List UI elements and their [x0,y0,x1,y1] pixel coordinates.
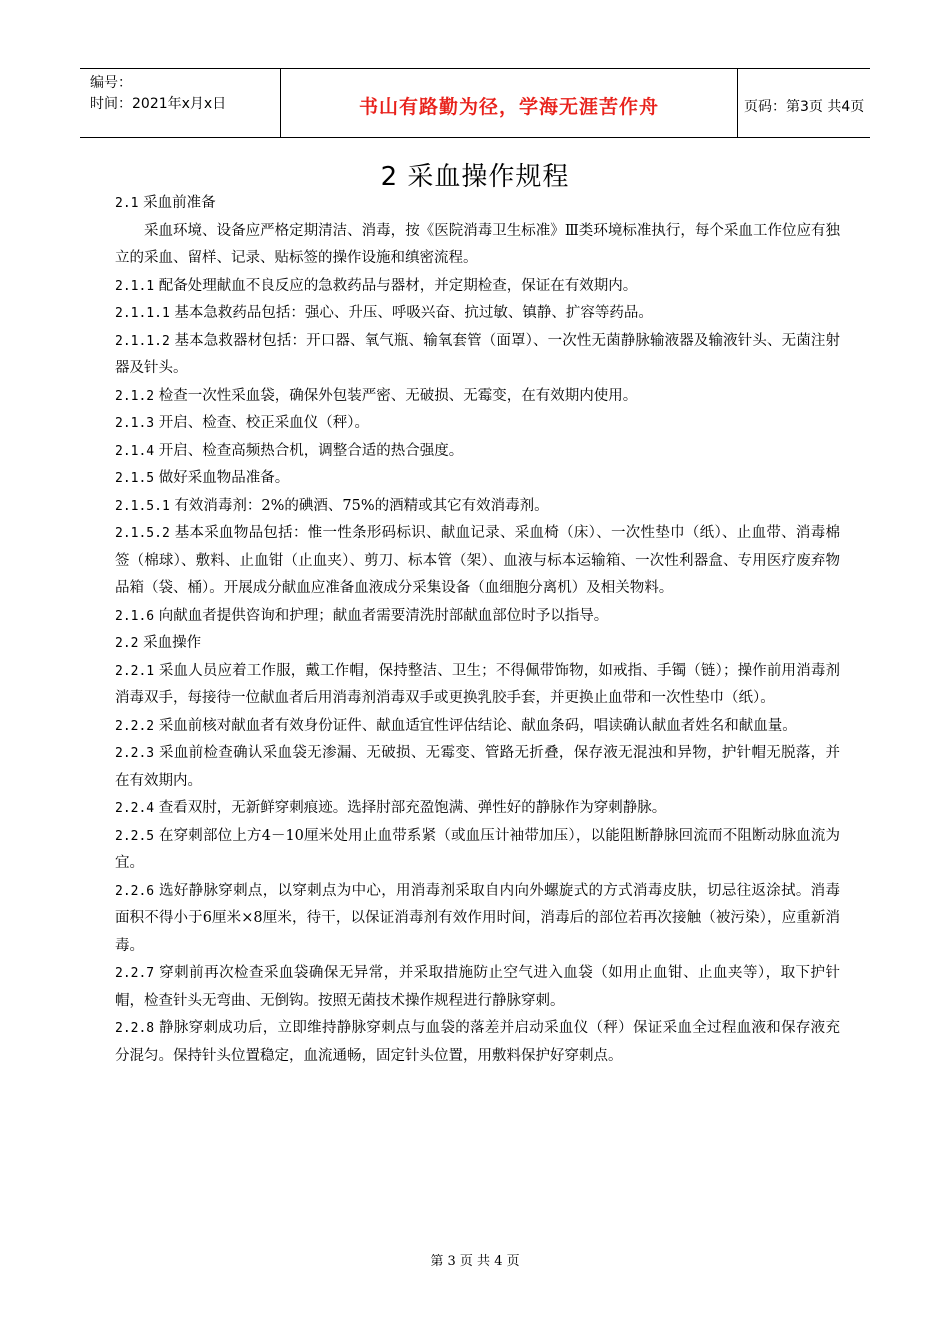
paragraph-number: 2.2.5 [115,828,155,844]
paragraph-text: 穿刺前再次检查采血袋确保无异常，并采取措施防止空气进入血袋（如用止血钳、止血夹等），取下护针帽，检查针头无弯曲、无倒钩。按照无菌技术操作规程进行静脉穿刺。 [115,965,840,1009]
paragraph-number: 2.2.6 [115,883,155,899]
paragraph-number: 2.2.7 [115,966,155,981]
paragraph-text: 采血前准备 [138,195,216,211]
paragraph [115,740,840,795]
paragraph-number: 2.1 [115,196,139,211]
paragraph-number: 2.1.1.1 [115,306,170,321]
paragraph [115,383,840,411]
paragraph-text: 有效消毒剂：2%的碘酒、75%的酒精或其它有效消毒剂。 [169,497,549,514]
paragraph [115,273,840,301]
header-motto-cell [280,69,738,137]
paragraph-number: 2.1.5.2 [115,526,170,541]
paragraph-text: 静脉穿刺成功后，立即维持静脉穿刺点与血袋的落差并启动采血仪（秤）保证采血全过程血液和保存液充分混匀。保持针头位置稳定，血流通畅，固定针头位置，用敷料保护好穿刺点。 [115,1020,840,1064]
paragraph-number: 2.1.4 [115,443,155,459]
paragraph [115,410,840,438]
paragraph-text: 基本采血物品包括：惟一性条形码标识、献血记录、采血椅（床）、一次性垫巾（纸）、止血带、消毒棉签（棉球）、敷料、止血钳（止血夹）、剪刀、标本管（架）、血液与标本运输箱、一次性利器盒、专用医疗废弃物品箱（袋、桶）。开展成分献血应准备血液成分采集设备（血细胞分离机）及相关物料。 [115,525,840,596]
page-header [80,68,870,138]
paragraph-number: 2.1.5.1 [115,498,170,514]
paragraph-text: 基本急救药品包括：强心、升压、呼吸兴奋、抗过敏、镇静、扩容等药品。 [169,305,653,321]
header-meta-cell [80,69,280,137]
paragraph [115,190,840,218]
paragraph-text: 采血环境、设备应严格定期清洁、消毒，按《医院消毒卫生标准》Ⅲ类环境标准执行，每个采血工作位应有独立的采血、留样、记录、贴标签的操作设施和缜密流程。 [115,222,840,266]
paragraph-number: 2.2.3 [115,746,155,761]
paragraph [115,300,840,328]
paragraph [115,1015,840,1070]
paragraph-text: 采血前核对献血者有效身份证件、献血适宜性评估结论、献血条码，唱读确认献血者姓名和献血量。 [154,717,797,734]
paragraph [115,630,840,658]
header-page-cell [736,69,870,137]
paragraph-text: 向献血者提供咨询和护理；献血者需要清洗肘部献血部位时予以指导。 [154,607,609,624]
paragraph [115,795,840,823]
paragraph-text: 开启、检查、校正采血仪（秤）。 [154,415,369,431]
document-number-label: 编号： [90,75,132,91]
paragraph [115,328,840,383]
paragraph-text: 开启、检查高频热合机，调整合适的热合强度。 [154,442,464,459]
paragraph [115,520,840,603]
page-title: 2 采血操作规程 [380,162,570,192]
paragraph-text: 做好采血物品准备。 [154,470,290,486]
paragraph-text: 采血人员应着工作服，戴工作帽，保持整洁、卫生；不得佩带饰物，如戒指、手镯（链）；操作前用消毒剂消毒双手，每接待一位献血者后用消毒剂消毒双手或更换乳胶手套，并更换止血带和一次性垫巾（纸）。 [115,662,840,706]
paragraph-text: 配备处理献血不良反应的急救药品与器材，并定期检查，保证在有效期内。 [154,277,638,294]
paragraph [115,823,840,878]
paragraph-text: 采血前检查确认采血袋无渗漏、无破损、无霉变、管路无折叠，保存液无混浊和异物，护针帽无脱落，并在有效期内。 [115,745,840,789]
paragraph-number: 2.1.6 [115,608,155,624]
paragraph [115,960,840,1015]
paragraph-number: 2.2.8 [115,1021,155,1036]
paragraph-text: 基本急救器材包括：开口器、氧气瓶、输氧套管（面罩）、一次性无菌静脉输液器及输液针头、无菌注射器及针头。 [115,332,840,376]
paragraph-number: 2.2.2 [115,718,155,734]
paragraph-text: 查看双肘，无新鲜穿刺痕迹。选择肘部充盈饱满、弹性好的静脉作为穿刺静脉。 [154,800,667,816]
paragraph-number: 2.1.3 [115,416,155,431]
paragraph-text: 采血操作 [138,635,202,651]
paragraph-number: 2.1.5 [115,471,155,486]
paragraph-text: 在穿刺部位上方4－10厘米处用止血带系紧（或血压计袖带加压），以能阻断静脉回流而不阻断动脉血流为宜。 [115,827,840,871]
paragraph-number: 2.1.2 [115,388,155,404]
paragraph-number: 2.2 [115,636,139,651]
header-motto: 书山有路勤为径，学海无涯苦作舟 [358,96,659,118]
paragraph [115,658,840,713]
paragraph [115,878,840,961]
paragraph [115,603,840,631]
paragraph-text: 选好静脉穿刺点，以穿刺点为中心，用消毒剂采取自内向外螺旋式的方式消毒皮肤，切忌往返涂拭。消毒面积不得小于6厘米×8厘米，待干，以保证消毒剂有效作用时间，消毒后的部位若再次接触（被污染），应重新消毒。 [115,882,840,954]
header-page-number: 页码：第3页 共4页 [744,99,865,115]
paragraph-text: 检查一次性采血袋，确保外包装严密、无破损、无霉变，在有效期内使用。 [154,387,638,404]
paragraph [115,493,840,521]
paragraph [115,465,840,493]
paragraph [115,218,840,273]
document-body [115,190,840,1070]
paragraph-number: 2.2.4 [115,801,155,816]
paragraph-number: 2.1.1 [115,278,155,294]
paragraph [115,438,840,466]
document-date-label: 时间：2021年x月x日 [90,96,227,112]
paragraph-number: 2.2.1 [115,663,155,679]
page-footer: 第 3 页 共 4 页 [430,1254,520,1269]
paragraph-number: 2.1.1.2 [115,333,170,349]
paragraph [115,713,840,741]
